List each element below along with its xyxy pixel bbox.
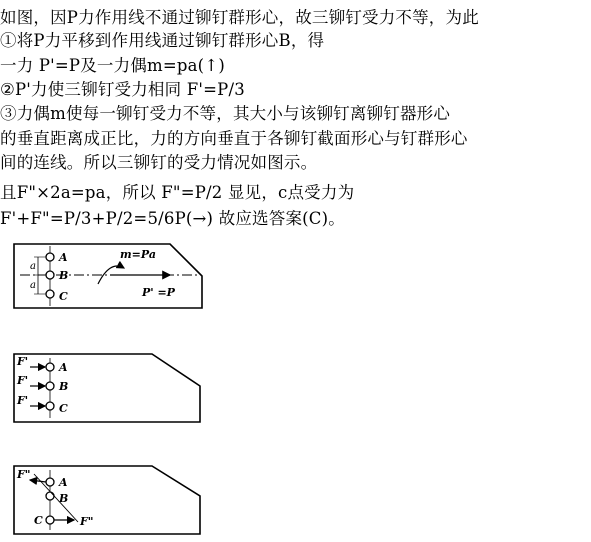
rivet-a	[46, 363, 54, 371]
text-line-9: F'+F"=P/3+P/2=5/6P(→) 故应选答案(C)。	[0, 209, 345, 228]
rivet-label-c: C	[59, 290, 68, 303]
figure-couple-forces	[0, 460, 230, 540]
text-line-1: 如图，因P力作用线不通过铆钉群形心，故三铆钉受力不等，为此	[0, 8, 479, 27]
force-label-a: F'	[17, 355, 29, 368]
text-line-2: ①将P力平移到作用线通过铆钉群形心B，得	[0, 31, 325, 50]
dim-label-upper: a	[30, 261, 36, 272]
force-label-top: F"	[17, 468, 31, 481]
rivet-c	[46, 290, 54, 298]
figure-translation-forces	[0, 348, 230, 428]
force-label-c: F'	[17, 394, 29, 407]
force-label-p: P' =P	[142, 286, 175, 299]
rivet-b	[46, 492, 54, 500]
text-line-7: 间的连线。所以三铆钉的受力情况如图示。	[0, 153, 318, 172]
plate-outline	[14, 354, 200, 422]
rivet-label-a: A	[59, 361, 68, 374]
text-line-5: ③力偶m使每一铆钉受力不等，其大小与该铆钉离铆钉器形心	[0, 104, 451, 123]
rivet-c	[46, 516, 54, 524]
rivet-label-a: A	[59, 476, 68, 489]
rivet-c	[46, 402, 54, 410]
rivet-label-b: B	[59, 269, 69, 282]
text-line-4: ②P'力使三铆钉受力相同 F'=P/3	[0, 80, 245, 99]
rivet-label-a: A	[59, 251, 68, 264]
rivet-label-b: B	[59, 492, 69, 505]
figure-original-load	[0, 238, 230, 318]
moment-label: m=Pa	[120, 248, 156, 261]
rivet-b	[46, 382, 54, 390]
rivet-a	[46, 478, 54, 486]
force-label-bottom: F"	[80, 515, 94, 528]
text-line-3: 一力 P'=P及一力偶m=pa(↑)	[0, 56, 225, 75]
rivet-a	[46, 253, 54, 261]
force-label-b: F'	[17, 374, 29, 387]
rivet-label-c: C	[59, 402, 68, 415]
text-line-8: 且F"×2a=pa，所以 F"=P/2 显见，c点受力为	[0, 183, 355, 202]
text-line-6: 的垂直距离成正比，力的方向垂直于各铆钉截面形心与钉群形心	[0, 129, 468, 148]
rivet-label-c: C	[34, 514, 43, 527]
dim-label-lower: a	[30, 280, 36, 291]
rivet-label-b: B	[59, 380, 69, 393]
rivet-b	[46, 271, 54, 279]
